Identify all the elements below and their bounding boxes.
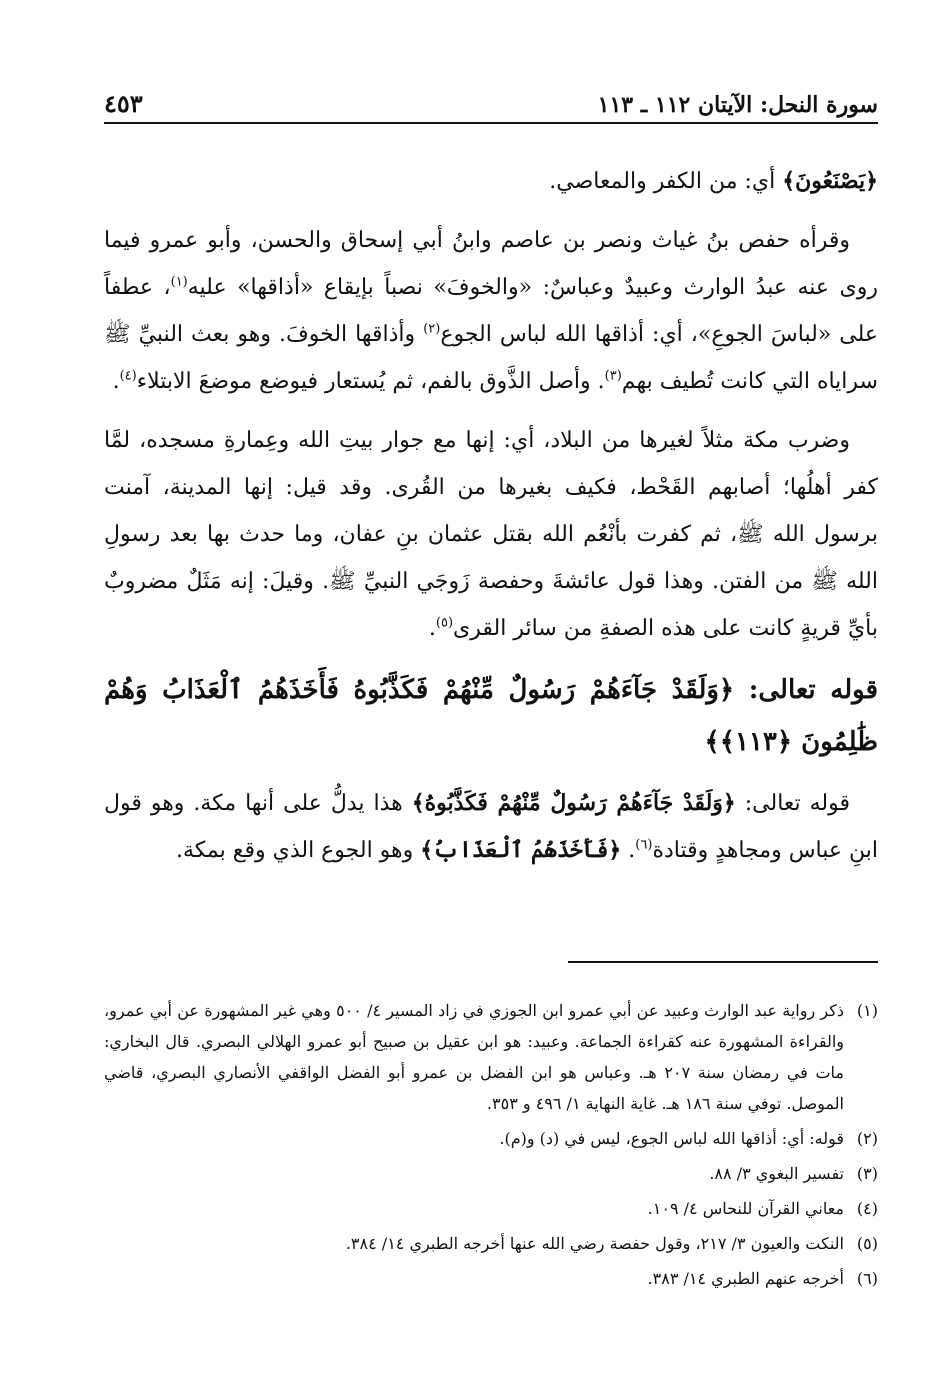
paragraph-2	[104, 217, 878, 405]
quran-quote: ﴿فَأَخَذَهُمُ ٱلْعَذَابُ﴾	[420, 837, 622, 863]
paragraph-text: وهو الجوع الذي وقع بمكة.	[175, 838, 421, 863]
paragraph-text: .	[621, 838, 636, 863]
footnote-text: ذكر رواية عبد الوارث وعبيد عن أبي عمرو ابن الجوزي في زاد المسير ٤/ ٥٠٠ وهي غير المشهورة عن أبي عمرو، والقراءة المشهورة عنه كقراءة الجماعة. وعبيد: هو ابن عقيل بن صبيح أبو عمرو الهلالي البصري. قال البخاري: مات في رمضان سنة ٢٠٧ هـ. وعباس هو ابن الفضل بن عمرو أبو الفضل الواقفي الأنصاري البصري، قاضي الموصل. توفي سنة ١٨٦ هـ. غاية النهاية ١/ ٤٩٦ و ٣٥٣.	[104, 1001, 845, 1113]
footnote-ref-6[interactable]: (٦)	[635, 837, 653, 853]
footnote-ref-1[interactable]: (١)	[170, 274, 188, 290]
paragraph-text: قوله تعالى:	[735, 791, 850, 816]
footnote-number: (٣)	[856, 1164, 878, 1183]
chapter-title: سورة النحل: الآيتان ١١٢ ـ ١١٣	[597, 92, 878, 118]
paragraph-text: وضرب مكة مثلاً لغيرها من البلاد، أي: إنها مع جوار بيتِ الله وعِمارةِ مسجده، لمَّا كفر أهلُها؛ أصابهم القَحْط، فكيف بغيرها من القُرى. وقد قيل: إنها المدينة، آمنت برسول الله ﷺ، ثم كفرت بأنْعُم الله بقتل عثمان بنِ عفان، وما حدث بها بعد رسولِ الله ﷺ من الفتن. وهذا قول عائشةَ وحفصة زَوجَي النبيِّ ﷺ. وقيلَ: إنه مَثَلٌ مضروبٌ بأيِّ قريةٍ كانت على هذه الصفةِ من سائر القرى	[104, 428, 878, 641]
footnote-number: (٥)	[856, 1234, 878, 1253]
footnote	[104, 1193, 878, 1224]
quran-quote: ﴿وَلَقَدْ جَآءَهُمْ رَسُولٌ مِّنْهُمْ فَكَذَّبُوهُ فَأَخَذَهُمُ ٱلْعَذَابُ وَهُمْ ظَٰلِمُونَ ﴿١١٣﴾﴾	[104, 675, 878, 757]
paragraph-text: وأذاقها الخوفَ. وهو بعث النبيِّ ﷺ سراياه التي كانت تُطيف بهم	[104, 322, 878, 394]
paragraph-text: أي: من الكفر والمعاصي.	[549, 169, 783, 194]
footnote	[104, 1263, 878, 1294]
paragraph-text: هذا يدلُّ على أنها مكة. وهو قول ابنِ عباس ومجاهدٍ وقتادة	[104, 791, 878, 863]
footnote-text: قوله: أي: أذاقها الله لباس الجوع، ليس في (د) و(م).	[499, 1129, 844, 1148]
footnote-number: (٢)	[856, 1129, 878, 1148]
footnotes	[104, 995, 878, 1298]
footnote	[104, 1158, 878, 1189]
page-number: ٤٥٣	[104, 89, 143, 118]
paragraph-4	[104, 780, 878, 874]
footnote-ref-4[interactable]: (٤)	[119, 368, 137, 384]
verse-heading	[104, 664, 878, 768]
footnote-ref-3[interactable]: (٣)	[604, 368, 622, 384]
main-text	[104, 158, 878, 886]
quran-quote: ﴿يَصْنَعُونَ﴾	[782, 168, 878, 194]
footnote-number: (٦)	[856, 1269, 878, 1288]
footnote-text: أخرجه عنهم الطبري ١٤/ ٣٨٣.	[647, 1269, 844, 1288]
heading-label: قوله تعالى:	[734, 675, 879, 705]
footnote	[104, 1228, 878, 1259]
footnote-number: (١)	[856, 1001, 878, 1020]
paragraph-text: .	[428, 616, 436, 641]
quran-quote: ﴿وَلَقَدْ جَآءَهُمْ رَسُولٌ مِّنْهُمْ فَكَذَّبُوهُ﴾	[411, 790, 736, 816]
footnote-text: تفسير البغوي ٣/ ٨٨.	[709, 1164, 844, 1183]
footnote	[104, 1123, 878, 1154]
paragraph-text: وقرأه حفص بنُ غياث ونصر بن عاصم وابنُ أبي إسحاق والحسن، وأبو عمرو فيما روى عنه عبدُ الوارث وعبيدٌ وعباسٌ: «والخوفَ» نصباً بإيقاع «أذاقها» عليه	[104, 228, 878, 300]
paragraph-1	[104, 158, 878, 205]
page-header	[104, 78, 878, 124]
paragraph-3	[104, 417, 878, 652]
footnote-number: (٤)	[856, 1199, 878, 1218]
footnote-ref-2[interactable]: (٢)	[423, 321, 441, 337]
footnote-divider	[568, 961, 878, 963]
footnote-ref-5[interactable]: (٥)	[435, 615, 454, 631]
paragraph-text: .	[112, 369, 120, 394]
paragraph-text: . وأصل الذَّوق بالفم، ثم يُستعار فيوضع موضعَ الابتلاء	[136, 369, 605, 394]
footnote	[104, 995, 878, 1119]
paragraph-text: ، عطفاً على «لباسَ الجوعِ»، أي: أذاقها الله لباس الجوع	[104, 275, 878, 347]
footnote-text: معاني القرآن للنحاس ٤/ ١٠٩.	[647, 1199, 844, 1218]
footnote-text: النكت والعيون ٣/ ٢١٧، وقول حفصة رضي الله عنها أخرجه الطبري ١٤/ ٣٨٤.	[345, 1234, 844, 1253]
